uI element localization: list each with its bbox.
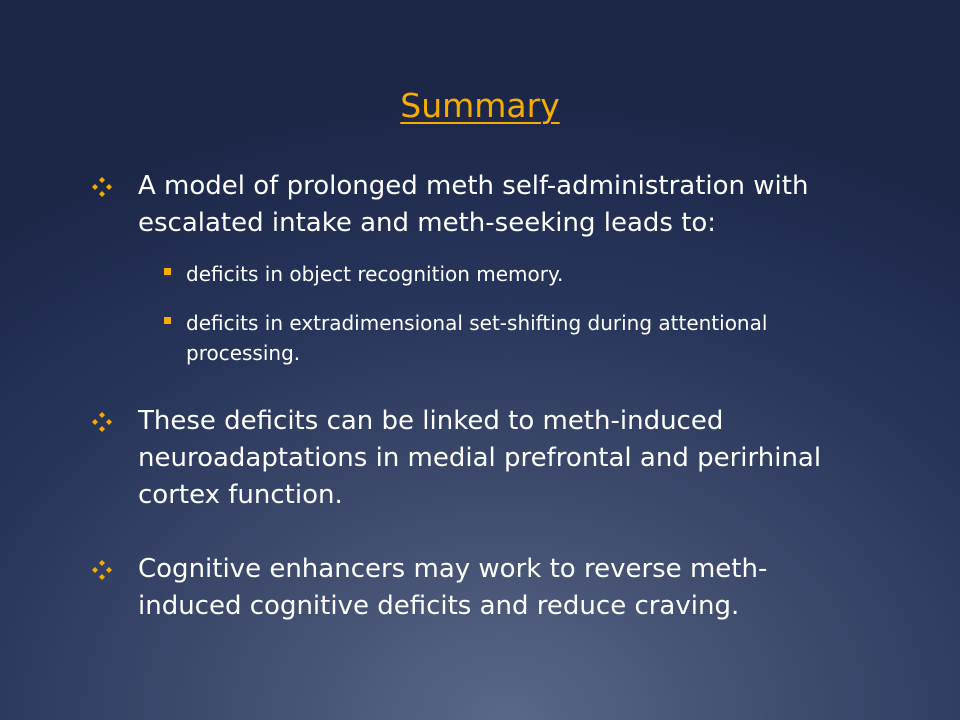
diamond-bullet-icon — [92, 412, 112, 432]
sub-bullet-text: deficits in extradimensional set-shifting during attentional processing. — [186, 311, 768, 365]
sub-bullet-text: deficits in object recognition memory. — [186, 262, 564, 286]
bullet-text: These deficits can be linked to meth-induced neuroadaptations in medial prefrontal and perirhinal cortex function. — [138, 406, 822, 510]
slide-title: Summary — [400, 86, 560, 125]
diamond-bullet-icon — [92, 560, 112, 580]
bullet-text: Cognitive enhancers may work to reverse meth-induced cognitive deficits and reduce craving. — [138, 554, 768, 621]
square-bullet-icon — [164, 268, 171, 275]
bullet-text: A model of prolonged meth self-administration with escalated intake and meth-seeking leads to: — [138, 171, 809, 238]
diamond-bullet-icon — [92, 177, 112, 197]
square-bullet-icon — [164, 317, 171, 324]
